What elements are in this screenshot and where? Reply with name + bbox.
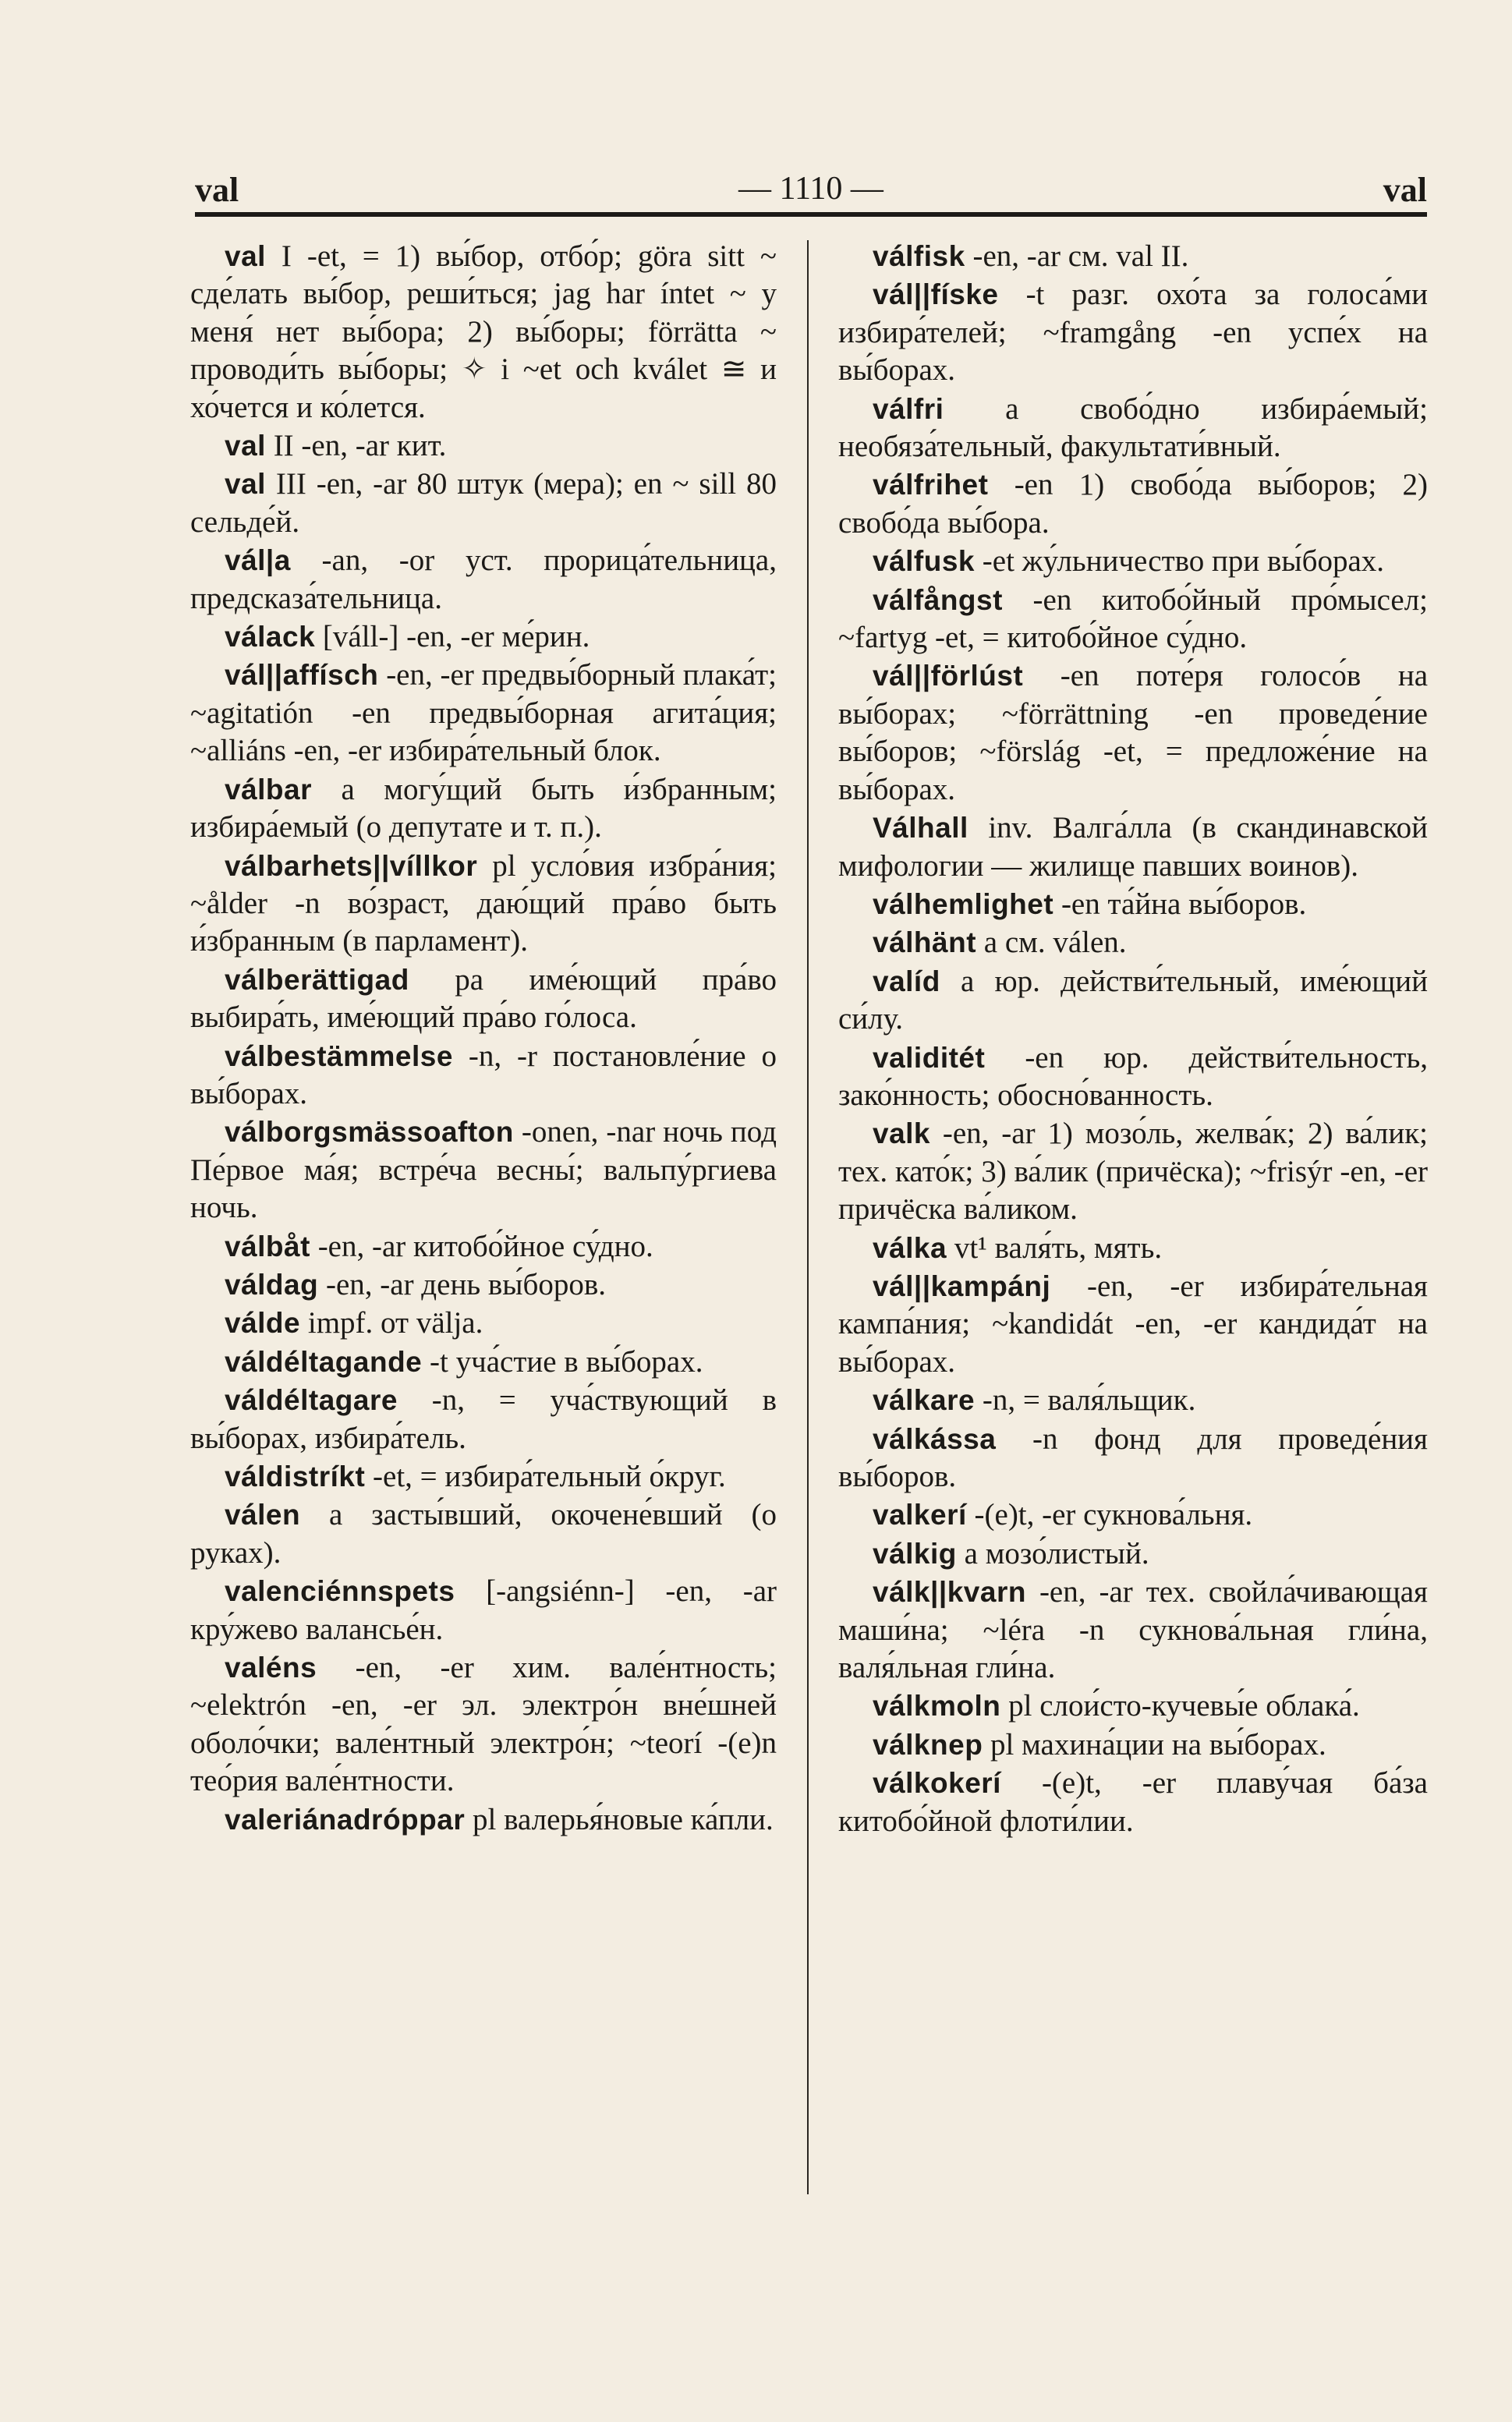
- dictionary-entry: [190, 1038, 777, 1114]
- entry-definition: I -et, = 1) вы́бор, отбо́р; göra sitt ~ сде́лать вы́бор, реши́ться; jag har íntet ~ у меня́ нет вы́бора; 2) вы́боры; förrätta ~ проводи́ть вы́боры; ✧ i ~et och kválet ≅ и хо́чется и ко́лется.: [190, 239, 777, 424]
- dictionary-entry: [190, 1266, 777, 1304]
- column-divider: [807, 240, 809, 2194]
- entry-definition: pl слои́сто-кучевы́е облака́.: [1000, 1689, 1360, 1723]
- entry-headword: validitét: [873, 1041, 986, 1074]
- entry-definition: -en, -er предвы́борный плака́т; ~agitatión -en предвы́борная агита́ция; ~alliáns -en, -er избира́тельный блок.: [190, 658, 777, 768]
- dictionary-entry: [190, 1458, 777, 1496]
- dictionary-entry: [838, 1496, 1428, 1534]
- dictionary-entry: [838, 657, 1428, 809]
- entry-definition: -et жу́льничество при вы́борах.: [975, 544, 1385, 579]
- entry-headword: váldistríkt: [225, 1461, 366, 1493]
- dictionary-entry: [838, 582, 1428, 657]
- dictionary-entry: [838, 1765, 1428, 1840]
- dictionary-entry: [190, 1382, 777, 1457]
- dictionary-entry: [190, 1305, 777, 1342]
- entry-definition: -en, -ar 1) мозо́ль, желва́к; 2) ва́лик; тех. като́к; 3) ва́лик (причёска); ~frisýr -en, -er причёска ва́ликом.: [838, 1117, 1428, 1227]
- entry-definition: -en, -ar тех. свойла́чивающая маши́на; ~léra -n сукнова́льная гли́на, валя́льная гли́на.: [838, 1575, 1428, 1685]
- dictionary-entry: [190, 542, 777, 618]
- entry-headword: valeriánadróppar: [225, 1803, 466, 1836]
- page-number: — 1110 —: [738, 171, 883, 207]
- entry-definition: impf. от välja.: [300, 1306, 483, 1340]
- dictionary-entry: [838, 276, 1428, 389]
- entry-definition: -n, -r постановле́ние о вы́борах.: [190, 1039, 777, 1110]
- dictionary-entry: [190, 618, 777, 656]
- dictionary-entry: [190, 1114, 777, 1227]
- entry-definition: -(e)t, -er сукнова́льня.: [966, 1498, 1253, 1532]
- header-guide-word-left: val: [195, 171, 239, 209]
- entry-headword: válbåt: [225, 1230, 310, 1262]
- entry-headword: valk: [873, 1117, 931, 1150]
- entry-headword: vál||affísch: [225, 659, 379, 692]
- entry-headword: vál||kampánj: [873, 1269, 1051, 1302]
- entry-headword: válfrihet: [873, 469, 989, 501]
- dictionary-entry: [838, 1115, 1428, 1228]
- entry-definition: a засты́вший, окочене́вший (о руках).: [190, 1498, 777, 1570]
- entry-headword: válkare: [873, 1384, 976, 1417]
- dictionary-entry: [838, 809, 1428, 885]
- dictionary-entry: [190, 1649, 777, 1801]
- entry-definition: -en, -er избира́тельная кампа́ния; ~kandidát -en, -er кандида́т на вы́борах.: [838, 1269, 1428, 1379]
- entry-definition: -en юр. действи́тельность, зако́нность; обосно́ванность.: [838, 1040, 1428, 1112]
- dictionary-entry: [838, 1039, 1428, 1115]
- entry-headword: válack: [225, 621, 316, 653]
- dictionary-entry: [190, 771, 777, 847]
- dictionary-entry: [838, 1535, 1428, 1573]
- entry-headword: válhänt: [873, 926, 977, 959]
- dictionary-entry: [838, 1268, 1428, 1381]
- entry-headword: valkerí: [873, 1499, 967, 1531]
- entry-headword: valéns: [225, 1652, 317, 1684]
- header-rule: [195, 212, 1427, 217]
- dictionary-entry: [190, 238, 777, 427]
- dictionary-entry: [838, 1230, 1428, 1267]
- dictionary-entry: [190, 1344, 777, 1381]
- entry-headword: válhemlighet: [873, 887, 1054, 920]
- entry-headword: vál||förlúst: [873, 660, 1024, 692]
- dictionary-entry: [190, 427, 777, 465]
- entry-headword: válberättigad: [225, 963, 409, 996]
- entry-headword: válen: [225, 1499, 301, 1531]
- entry-definition: pl валерья́новые ка́пли.: [465, 1802, 774, 1836]
- entry-definition: a могу́щий быть и́збранным; избира́емый (о депутате и т. п.).: [190, 772, 777, 845]
- entry-headword: valíd: [873, 965, 940, 997]
- entry-definition: -t разг. охо́та за голоса́ми избира́телей; ~framgång -en успе́х на вы́борах.: [838, 278, 1428, 388]
- entry-headword: val: [225, 240, 266, 272]
- entry-definition: -en, -ar день вы́боров.: [318, 1267, 606, 1301]
- entry-headword: válkmoln: [873, 1690, 1001, 1723]
- entry-definition: a см. válen.: [976, 926, 1127, 960]
- entry-headword: váldéltagare: [225, 1384, 398, 1417]
- entry-definition: pa име́ющий пра́во выбира́ть, име́ющий пра́во го́лоса.: [190, 962, 777, 1035]
- entry-headword: válbar: [225, 773, 313, 806]
- entry-definition: -en поте́ря голосо́в на вы́борах; ~förrättning -en проведе́ние вы́боров; ~förslág -et, = предложе́ние на вы́борах.: [838, 659, 1428, 806]
- right-column: [838, 238, 1428, 1841]
- entry-headword: válbestämmelse: [225, 1039, 453, 1072]
- entry-headword: válkokerí: [873, 1767, 1001, 1800]
- entry-definition: -onen, -nar ночь под Пе́рвое ма́я; встре́ча весны́; вальпу́ргиева ночь.: [190, 1115, 777, 1225]
- dictionary-entry: [838, 543, 1428, 580]
- dictionary-entry: [838, 466, 1428, 542]
- dictionary-entry: [190, 848, 777, 961]
- entry-definition: a мозо́листый.: [956, 1536, 1149, 1570]
- entry-definition: -en, -ar см. val II.: [965, 239, 1189, 273]
- entry-definition: II -en, -ar кит.: [265, 429, 447, 463]
- entry-definition: -t уча́стие в вы́борах.: [422, 1344, 703, 1379]
- entry-definition: -n, = уча́ствующий в вы́борах, избира́тель.: [190, 1383, 777, 1455]
- entry-definition: -(e)t, -er плаву́чая ба́за китобо́йной флоти́лии.: [838, 1766, 1428, 1838]
- dictionary-entry: [190, 1496, 777, 1572]
- entry-headword: válk||kvarn: [873, 1576, 1026, 1609]
- entry-headword: vál|a: [225, 544, 291, 577]
- entry-definition: [váll-] -en, -er ме́рин.: [315, 620, 590, 654]
- dictionary-entry: [838, 1382, 1428, 1419]
- entry-definition: -en 1) свобо́да вы́боров; 2) свобо́да вы́бора.: [838, 468, 1428, 540]
- entry-definition: -en, -er хим. вале́нтность; ~elektrón -en, -er эл. электро́н вне́шней оболо́чки; вале́нтный электро́н; ~teorí -(e)n тео́рия вале́нтности.: [190, 1651, 777, 1798]
- entry-headword: válkássa: [873, 1422, 997, 1455]
- entry-headword: válbarhets||víllkor: [225, 849, 478, 882]
- dictionary-entry: [838, 1726, 1428, 1764]
- entry-headword: válfri: [873, 392, 944, 425]
- entry-definition: pl махина́ции на вы́борах.: [983, 1727, 1326, 1762]
- entry-headword: valenciénnspets: [225, 1575, 455, 1608]
- entry-headword: válfångst: [873, 583, 1003, 616]
- dictionary-entry: [190, 466, 777, 541]
- entry-definition: -et, = избира́тельный о́круг.: [365, 1460, 726, 1493]
- entry-headword: vál||físke: [873, 278, 999, 311]
- entry-definition: -n, = валя́льщик.: [975, 1383, 1196, 1418]
- dictionary-entry: [190, 1228, 777, 1266]
- entry-headword: val: [225, 468, 266, 501]
- entry-definition: -en, -ar китобо́йное су́дно.: [310, 1229, 653, 1263]
- dictionary-entry: [190, 1573, 777, 1648]
- entry-headword: válka: [873, 1231, 947, 1264]
- entry-definition: III -en, -ar 80 штук (мера); en ~ sill 80 сельде́й.: [190, 467, 777, 539]
- header-guide-word-right: val: [1383, 171, 1427, 209]
- page-header: [195, 170, 1427, 217]
- left-column: [190, 238, 777, 1840]
- entry-definition: a юр. действи́тельный, име́ющий си́лу.: [838, 964, 1428, 1036]
- dictionary-entry: [838, 1421, 1428, 1496]
- entry-headword: val: [225, 430, 266, 462]
- dictionary-entry: [190, 961, 777, 1037]
- dictionary-entry: [838, 238, 1428, 275]
- dictionary-entry: [838, 963, 1428, 1039]
- entry-headword: váldéltagande: [225, 1345, 423, 1378]
- entry-definition: -an, -or уст. прорица́тельница, предсказа́тельница.: [190, 544, 777, 615]
- dictionary-entry: [190, 1801, 777, 1839]
- entry-headword: válkig: [873, 1537, 957, 1570]
- entry-definition: inv. Валга́лла (в скандинавской мифологии — жилище павших воинов).: [838, 811, 1428, 883]
- dictionary-entry: [190, 657, 777, 770]
- entry-headword: válfusk: [873, 545, 976, 578]
- entry-definition: a свобо́дно избира́емый; необяза́тельный, факультати́вный.: [838, 391, 1428, 464]
- dictionary-entry: [838, 1687, 1428, 1725]
- entry-definition: -en китобо́йный про́мысел; ~fartyg -et, = китобо́йное су́дно.: [838, 582, 1428, 655]
- entry-headword: válde: [225, 1307, 301, 1340]
- entry-definition: [-angsiénn-] -en, -ar кру́жево валансье́н.: [190, 1574, 777, 1646]
- entry-definition: vt¹ валя́ть, мять.: [947, 1230, 1163, 1265]
- entry-definition: pl усло́вия избра́ния; ~ålder -n во́зраст, даю́щий пра́во быть и́збранным (в парламент).: [190, 848, 777, 958]
- entry-definition: -n фонд для проведе́ния вы́боров.: [838, 1422, 1428, 1493]
- entry-headword: válknep: [873, 1728, 983, 1761]
- entry-headword: váldag: [225, 1268, 319, 1301]
- entry-definition: -en та́йна вы́боров.: [1053, 887, 1307, 921]
- dictionary-entry: [838, 886, 1428, 923]
- entry-headword: Válhall: [873, 812, 968, 845]
- dictionary-entry: [838, 1574, 1428, 1687]
- dictionary-entry: [838, 924, 1428, 961]
- entry-headword: válfisk: [873, 240, 965, 272]
- entry-headword: válborgsmässoafton: [225, 1116, 514, 1149]
- dictionary-entry: [838, 391, 1428, 466]
